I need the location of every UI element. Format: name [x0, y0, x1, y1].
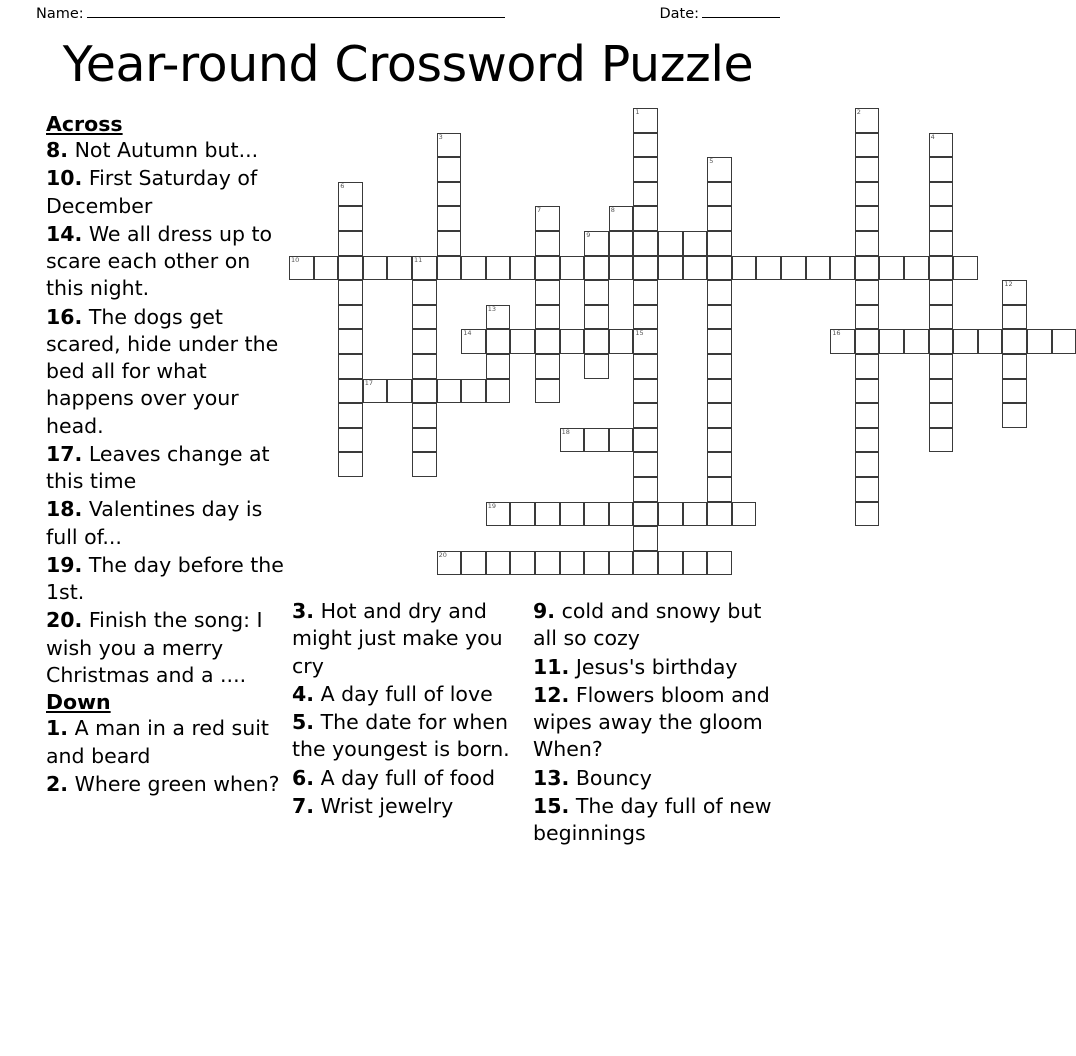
clue-number: 14. — [46, 221, 83, 246]
grid-cell[interactable] — [412, 379, 437, 404]
grid-cell[interactable] — [707, 452, 732, 477]
grid-cell[interactable] — [560, 329, 585, 354]
grid-cell-number: 2 — [856, 108, 861, 116]
grid-cell[interactable] — [953, 256, 978, 281]
grid-cell[interactable] — [707, 502, 732, 527]
grid-cell[interactable] — [929, 329, 954, 354]
clue-number: 11. — [533, 654, 570, 679]
grid-cell[interactable] — [855, 379, 880, 404]
grid-cell[interactable] — [707, 157, 732, 182]
grid-cell[interactable] — [707, 305, 732, 330]
clue-number: 13. — [533, 765, 570, 790]
grid-cell[interactable] — [486, 379, 511, 404]
grid-cell[interactable] — [461, 329, 486, 354]
grid-cell[interactable] — [510, 502, 535, 527]
grid-cell[interactable] — [412, 329, 437, 354]
clue-number: 2. — [46, 771, 69, 796]
clue-down-6: 6. A day full of food — [292, 765, 496, 790]
grid-cell-number: 8 — [610, 206, 615, 215]
grid-cell[interactable] — [707, 329, 732, 354]
grid-cell[interactable] — [707, 280, 732, 305]
name-input-rule[interactable] — [87, 4, 505, 18]
grid-cell[interactable] — [707, 256, 732, 281]
grid-cell[interactable] — [486, 354, 511, 379]
grid-cell[interactable] — [929, 428, 954, 453]
clue-column-left — [46, 112, 286, 799]
grid-cell-number: 16 — [832, 329, 841, 338]
grid-cell[interactable] — [486, 502, 511, 527]
clue-number: 19. — [46, 552, 83, 577]
clue-down-13: 13. Bouncy — [533, 765, 652, 790]
grid-cell[interactable] — [338, 256, 363, 281]
grid-cell[interactable] — [363, 379, 388, 404]
clue-down-12: 12. Flowers bloom and wipes away the gloom When? — [533, 682, 770, 762]
grid-cell-number: 3 — [438, 132, 443, 141]
grid-cell[interactable] — [461, 379, 486, 404]
grid-cell-number: 6 — [340, 181, 345, 190]
grid-cell[interactable] — [707, 379, 732, 404]
clue-number: 20. — [46, 608, 83, 633]
grid-cell[interactable] — [1002, 403, 1027, 428]
grid-cell[interactable] — [633, 526, 658, 551]
clue-number: 12. — [533, 682, 570, 707]
grid-cell[interactable] — [633, 280, 658, 305]
grid-cell[interactable] — [855, 452, 880, 477]
name-date-line — [36, 4, 780, 22]
clue-across-10: 10. First Saturday of December — [46, 166, 258, 218]
grid-cell-number: 11 — [414, 255, 423, 264]
grid-cell[interactable] — [1002, 329, 1027, 354]
grid-cell[interactable] — [338, 305, 363, 330]
grid-cell[interactable] — [707, 551, 732, 576]
grid-cell[interactable] — [535, 354, 560, 379]
grid-cell[interactable] — [560, 502, 585, 527]
clue-number: 1. — [46, 716, 69, 741]
grid-cell[interactable] — [1002, 280, 1027, 305]
grid-cell[interactable] — [929, 133, 954, 158]
grid-cell[interactable] — [658, 256, 683, 281]
grid-cell[interactable] — [855, 182, 880, 207]
grid-cell[interactable] — [535, 206, 560, 231]
grid-cell[interactable] — [830, 329, 855, 354]
grid-cell-number: 10 — [291, 255, 300, 264]
grid-cell-number: 17 — [364, 378, 374, 387]
grid-cell[interactable] — [978, 329, 1003, 354]
date-label: Date: — [659, 6, 699, 22]
clue-down-5: 5. The date for when the youngest is born. — [292, 710, 510, 762]
grid-cell[interactable] — [1002, 379, 1027, 404]
grid-cell[interactable] — [929, 354, 954, 379]
grid-cell-number: 12 — [1004, 280, 1013, 289]
grid-cell-number: 4 — [930, 132, 935, 141]
grid-cell[interactable] — [338, 379, 363, 404]
grid-cell[interactable] — [486, 329, 511, 354]
grid-cell[interactable] — [633, 329, 658, 354]
grid-cell[interactable] — [929, 280, 954, 305]
clue-number: 4. — [292, 681, 315, 706]
grid-cell[interactable] — [855, 231, 880, 256]
clue-across-16: 16. The dogs get scared, hide under the bed all for what happens over your head. — [46, 304, 279, 438]
across-heading: Across — [46, 112, 123, 136]
grid-cell[interactable] — [904, 256, 929, 281]
grid-cell[interactable] — [929, 403, 954, 428]
clue-column-middle — [292, 598, 528, 821]
clue-down-7: 7. Wrist jewelry — [292, 793, 454, 818]
grid-cell[interactable] — [535, 502, 560, 527]
grid-cell[interactable] — [855, 108, 880, 133]
grid-cell[interactable] — [412, 256, 437, 281]
grid-cell[interactable] — [707, 354, 732, 379]
grid-cell[interactable] — [412, 354, 437, 379]
grid-cell[interactable] — [929, 305, 954, 330]
grid-cell[interactable] — [437, 551, 462, 576]
down-heading: Down — [46, 690, 111, 715]
grid-cell[interactable] — [1052, 329, 1076, 354]
grid-cell[interactable] — [855, 428, 880, 453]
grid-cell[interactable] — [1002, 354, 1027, 379]
grid-cell[interactable] — [584, 256, 609, 281]
grid-cell[interactable] — [338, 231, 363, 256]
grid-cell[interactable] — [584, 305, 609, 330]
grid-cell[interactable] — [387, 256, 412, 281]
grid-cell[interactable] — [855, 354, 880, 379]
grid-cell[interactable] — [683, 231, 708, 256]
grid-cell[interactable] — [855, 477, 880, 502]
clue-down-15: 15. The day full of new beginnings — [533, 793, 772, 845]
grid-cell[interactable] — [535, 329, 560, 354]
grid-cell-number: 20 — [438, 550, 447, 559]
grid-cell[interactable] — [609, 502, 634, 527]
grid-cell[interactable] — [929, 206, 954, 231]
grid-cell[interactable] — [683, 551, 708, 576]
grid-cell[interactable] — [338, 428, 363, 453]
grid-cell[interactable] — [510, 329, 535, 354]
clue-number: 16. — [46, 304, 83, 329]
grid-cell[interactable] — [633, 133, 658, 158]
grid-cell[interactable] — [1002, 305, 1027, 330]
grid-cell[interactable] — [633, 502, 658, 527]
grid-cell[interactable] — [1027, 329, 1052, 354]
clue-across-18: 18. Valentines day is full of... — [46, 497, 263, 549]
grid-cell[interactable] — [633, 403, 658, 428]
grid-cell[interactable] — [437, 379, 462, 404]
grid-cell[interactable] — [584, 231, 609, 256]
grid-cell[interactable] — [412, 452, 437, 477]
grid-cell[interactable] — [633, 452, 658, 477]
clue-number: 9. — [533, 599, 556, 623]
grid-cell[interactable] — [855, 329, 880, 354]
grid-cell[interactable] — [338, 280, 363, 305]
grid-cell-number: 7 — [537, 206, 542, 215]
grid-cell[interactable] — [338, 182, 363, 207]
grid-cell-number: 19 — [487, 501, 497, 510]
grid-cell-number: 13 — [487, 304, 497, 313]
grid-cell[interactable] — [929, 256, 954, 281]
grid-cell[interactable] — [707, 428, 732, 453]
grid-cell[interactable] — [633, 354, 658, 379]
name-label: Name: — [36, 6, 84, 22]
grid-cell[interactable] — [707, 403, 732, 428]
grid-cell[interactable] — [781, 256, 806, 281]
grid-cell[interactable] — [437, 182, 462, 207]
grid-cell[interactable] — [806, 256, 831, 281]
clue-down-9: 9. cold and snowy but all so cozy — [533, 599, 762, 651]
clue-number: 17. — [46, 441, 83, 466]
grid-cell[interactable] — [633, 256, 658, 281]
grid-cell[interactable] — [289, 256, 314, 281]
grid-cell[interactable] — [855, 403, 880, 428]
grid-cell[interactable] — [560, 428, 585, 453]
grid-cell[interactable] — [437, 157, 462, 182]
grid-cell[interactable] — [609, 256, 634, 281]
clue-down-2: 2. Where green when? — [46, 771, 280, 796]
grid-cell[interactable] — [437, 256, 462, 281]
grid-cell[interactable] — [584, 354, 609, 379]
grid-cell[interactable] — [855, 305, 880, 330]
grid-cell[interactable] — [412, 428, 437, 453]
grid-cell[interactable] — [338, 354, 363, 379]
grid-cell[interactable] — [314, 256, 339, 281]
grid-cell[interactable] — [609, 551, 634, 576]
grid-cell[interactable] — [929, 231, 954, 256]
grid-cell-number: 5 — [709, 157, 714, 166]
grid-cell[interactable] — [855, 133, 880, 158]
grid-cell[interactable] — [609, 206, 634, 231]
grid-cell[interactable] — [683, 502, 708, 527]
grid-cell[interactable] — [412, 280, 437, 305]
grid-cell[interactable] — [412, 305, 437, 330]
grid-cell[interactable] — [929, 157, 954, 182]
grid-cell-number: 1 — [635, 108, 640, 116]
grid-cell[interactable] — [953, 329, 978, 354]
grid-cell[interactable] — [437, 206, 462, 231]
grid-cell[interactable] — [707, 182, 732, 207]
grid-cell[interactable] — [633, 305, 658, 330]
clue-number: 7. — [292, 793, 315, 818]
grid-cell[interactable] — [338, 403, 363, 428]
clue-down-4: 4. A day full of love — [292, 681, 493, 706]
grid-cell[interactable] — [560, 551, 585, 576]
grid-cell[interactable] — [707, 477, 732, 502]
grid-cell-number: 9 — [586, 231, 591, 239]
grid-cell[interactable] — [732, 502, 757, 527]
grid-cell[interactable] — [535, 305, 560, 330]
grid-cell[interactable] — [609, 329, 634, 354]
grid-cell[interactable] — [584, 551, 609, 576]
clue-down-3: 3. Hot and dry and might just make you cry — [292, 599, 503, 678]
grid-cell[interactable] — [535, 379, 560, 404]
clue-across-19: 19. The day before the 1st. — [46, 552, 284, 605]
grid-cell[interactable] — [879, 329, 904, 354]
clue-across-8: 8. Not Autumn but... — [46, 138, 259, 163]
grid-cell[interactable] — [633, 182, 658, 207]
clue-number: 3. — [292, 599, 315, 623]
grid-cell[interactable] — [855, 256, 880, 281]
grid-cell[interactable] — [387, 379, 412, 404]
grid-cell[interactable] — [461, 256, 486, 281]
grid-cell[interactable] — [633, 551, 658, 576]
grid-cell[interactable] — [855, 206, 880, 231]
grid-cell[interactable] — [535, 551, 560, 576]
grid-cell[interactable] — [658, 551, 683, 576]
clue-across-17: 17. Leaves change at this time — [46, 441, 270, 494]
grid-cell[interactable] — [707, 231, 732, 256]
grid-cell[interactable] — [707, 206, 732, 231]
grid-cell-number: 15 — [635, 329, 644, 338]
page-title: Year-round Crossword Puzzle — [62, 36, 754, 93]
clue-across-14: 14. We all dress up to scare each other on this night. — [46, 221, 273, 301]
grid-cell[interactable] — [338, 329, 363, 354]
grid-cell[interactable] — [904, 329, 929, 354]
grid-cell[interactable] — [683, 256, 708, 281]
grid-cell[interactable] — [756, 256, 781, 281]
date-input-rule[interactable] — [702, 4, 780, 18]
grid-cell[interactable] — [510, 256, 535, 281]
grid-cell[interactable] — [486, 551, 511, 576]
grid-cell[interactable] — [658, 231, 683, 256]
grid-cell[interactable] — [633, 206, 658, 231]
grid-cell[interactable] — [338, 452, 363, 477]
clue-down-1: 1. A man in a red suit and beard — [46, 716, 269, 768]
clue-across-20: 20. Finish the song: I wish you a merry Christmas and a .... — [46, 608, 263, 687]
grid-cell[interactable] — [633, 428, 658, 453]
grid-cell[interactable] — [486, 256, 511, 281]
grid-cell[interactable] — [609, 428, 634, 453]
grid-cell[interactable] — [510, 551, 535, 576]
clue-number: 18. — [46, 497, 83, 522]
grid-cell[interactable] — [855, 280, 880, 305]
grid-cell[interactable] — [609, 231, 634, 256]
grid-cell[interactable] — [633, 157, 658, 182]
clue-number: 6. — [292, 765, 315, 790]
grid-cell[interactable] — [658, 502, 683, 527]
grid-cell[interactable] — [486, 305, 511, 330]
grid-cell[interactable] — [535, 280, 560, 305]
grid-cell[interactable] — [830, 256, 855, 281]
grid-cell[interactable] — [929, 379, 954, 404]
grid-cell[interactable] — [929, 182, 954, 207]
grid-cell[interactable] — [584, 502, 609, 527]
grid-cell[interactable] — [633, 231, 658, 256]
grid-cell[interactable] — [633, 379, 658, 404]
grid-cell[interactable] — [633, 108, 658, 133]
grid-cell[interactable] — [560, 256, 585, 281]
grid-cell-number: 18 — [561, 427, 570, 436]
grid-cell[interactable] — [584, 428, 609, 453]
grid-cell-number: 14 — [463, 329, 472, 338]
grid-cell[interactable] — [535, 256, 560, 281]
grid-cell[interactable] — [584, 329, 609, 354]
grid-cell[interactable] — [584, 280, 609, 305]
grid-cell[interactable] — [535, 231, 560, 256]
clue-number: 8. — [46, 138, 69, 163]
clue-column-right — [533, 598, 781, 848]
grid-cell[interactable] — [412, 403, 437, 428]
grid-cell[interactable] — [437, 133, 462, 158]
clue-down-11: 11. Jesus's birthday — [533, 654, 738, 679]
grid-cell[interactable] — [855, 157, 880, 182]
clue-number: 15. — [533, 793, 570, 818]
grid-cell[interactable] — [363, 256, 388, 281]
grid-cell[interactable] — [879, 256, 904, 281]
grid-cell[interactable] — [461, 551, 486, 576]
grid-cell[interactable] — [437, 231, 462, 256]
grid-cell[interactable] — [633, 477, 658, 502]
clue-number: 5. — [292, 710, 315, 734]
grid-cell[interactable] — [338, 206, 363, 231]
grid-cell[interactable] — [732, 256, 757, 281]
clue-number: 10. — [46, 166, 83, 191]
grid-cell[interactable] — [855, 502, 880, 527]
